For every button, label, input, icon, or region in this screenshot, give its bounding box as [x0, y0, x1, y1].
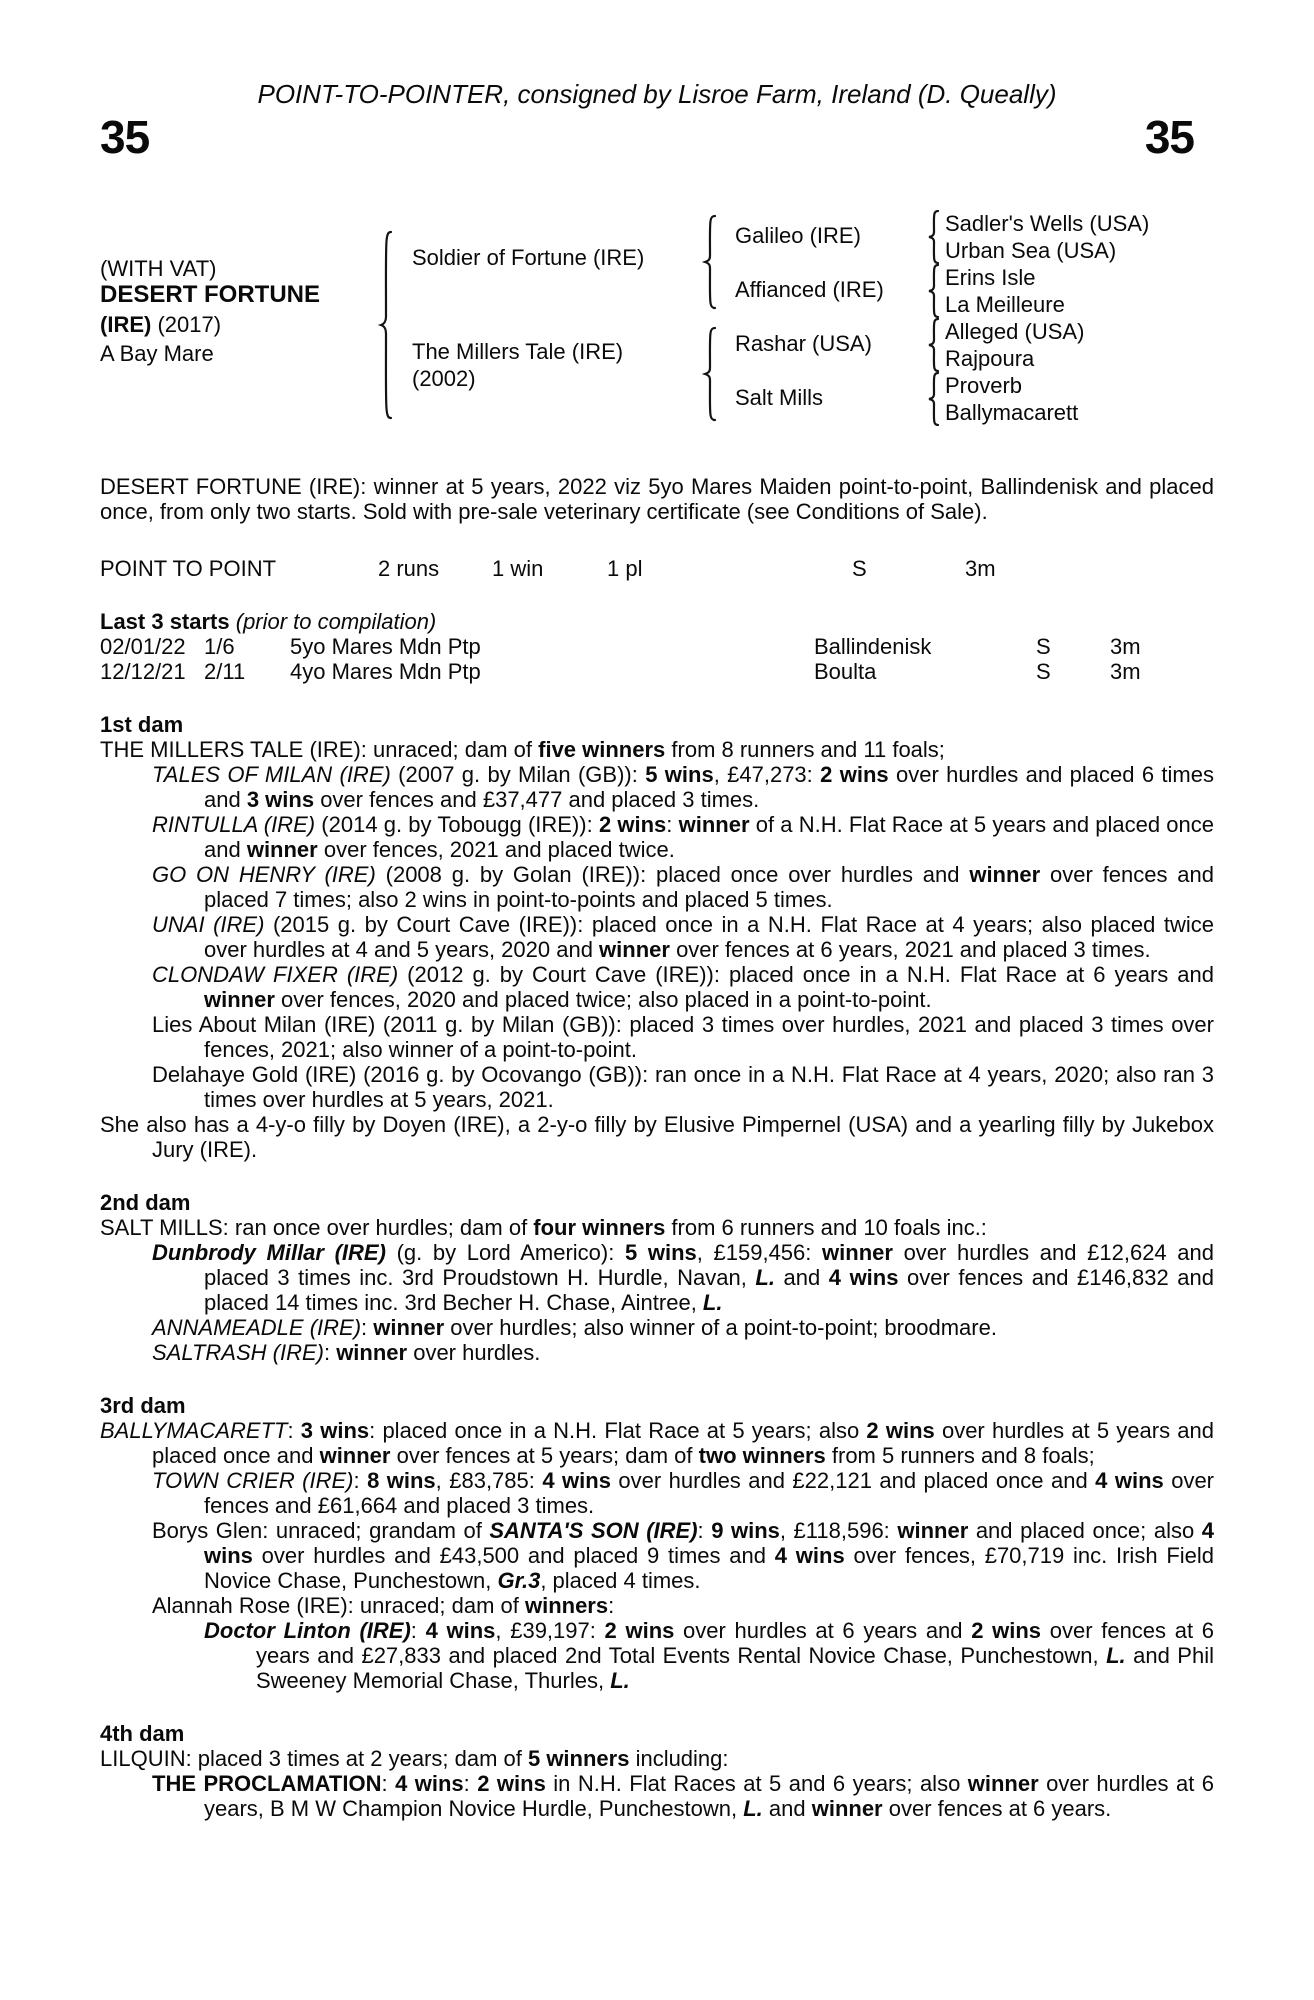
subject-name: DESERT FORTUNE — [100, 281, 321, 308]
lot-number-right: 35 — [1144, 111, 1194, 163]
start-date: 12/12/21 — [100, 659, 186, 684]
grandsire-sire-side: Galileo (IRE) — [735, 223, 861, 248]
pedigree-brace-dam — [702, 326, 718, 422]
dam-section-heading: 4th dam — [100, 1721, 185, 1746]
record-distance: 3m — [965, 556, 996, 581]
last-3-starts — [100, 609, 1214, 684]
great-grandparent-name: Alleged (USA) — [945, 319, 1085, 344]
pedigree-paragraph: TALES OF MILAN (IRE) (2007 g. by Milan (GB)): 5 wins, £47,273: 2 wins over hurdles and placed 6 times and 3 wins over fences and £37,477 and placed 3 times. — [152, 762, 1214, 812]
dam-year: (2002) — [412, 366, 476, 391]
lot-number-left: 35 — [100, 111, 150, 163]
great-grandparent-name: Proverb — [945, 373, 1023, 398]
pedigree-paragraph: Alannah Rose (IRE): unraced; dam of winners: — [152, 1593, 615, 1618]
pedigree-paragraph: Lies About Milan (IRE) (2011 g. by Milan (GB)): placed 3 times over hurdles, 2021 and placed 3 times over fences, 2021; also winner of a point-to-point. — [152, 1012, 1214, 1062]
pedigree-paragraph: UNAI (IRE) (2015 g. by Court Cave (IRE)): placed once in a N.H. Flat Race at 4 years; also placed twice over hurdles at 4 and 5 years, 2020 and winner over fences at 6 years, 2021 and placed 3 times. — [152, 912, 1214, 962]
dam-section — [100, 1393, 1214, 1693]
pedigree-brace-gg2 — [925, 264, 941, 318]
sire-name: Soldier of Fortune (IRE) — [412, 245, 645, 270]
subject-suffix: (IRE) (2017) — [100, 312, 222, 337]
pedigree-paragraph: SALTRASH (IRE): winner over hurdles. — [152, 1340, 541, 1365]
pedigree-paragraph: She also has a 4-y-o filly by Doyen (IRE), a 2-y-o filly by Elusive Pimpernel (USA) and a yearling filly by Jukebox Jury (IRE). — [100, 1112, 1214, 1162]
dam-section-heading: 3rd dam — [100, 1393, 186, 1418]
start-date: 02/01/22 — [100, 634, 186, 659]
start-race: 4yo Mares Mdn Ptp — [290, 659, 481, 684]
dam-section — [100, 1190, 1214, 1365]
granddam-dam-side: Salt Mills — [735, 385, 824, 410]
record-going: S — [852, 556, 867, 581]
pedigree-brace-gg1 — [925, 210, 941, 264]
pedigree-paragraph: BALLYMACARETT: 3 wins: placed once in a N.H. Flat Race at 5 years; also 2 wins over hurdles at 5 years and placed once and winner over fences at 5 years; dam of two winners from 5 runners and 8 foals; — [100, 1418, 1214, 1468]
pedigree-brace-gen1 — [378, 230, 394, 420]
start-position: 2/11 — [204, 659, 246, 684]
dam-section-heading: 1st dam — [100, 712, 184, 737]
pedigree-paragraph: THE MILLERS TALE (IRE): unraced; dam of five winners from 8 runners and 11 foals; — [100, 737, 945, 762]
race-description: DESERT FORTUNE (IRE): winner at 5 years, 2022 viz 5yo Mares Maiden point-to-point, Ballindenisk and placed once, from only two starts. Sold with pre-sale veterinary certificate (see Conditions of Sale). — [100, 474, 1214, 524]
pedigree-paragraph: SALT MILLS: ran once over hurdles; dam of four winners from 6 runners and 10 foals inc.: — [100, 1215, 987, 1240]
dam-section-paragraphs — [100, 737, 1214, 1162]
great-grandparent-name: La Meilleure — [945, 292, 1065, 317]
start-distance: 3m — [1110, 659, 1141, 684]
pedigree-paragraph: TOWN CRIER (IRE): 8 wins, £83,785: 4 wins over hurdles and £22,121 and placed once and 4 wins over fences and £61,664 and placed 3 times. — [152, 1468, 1215, 1518]
race-record-row — [100, 556, 1214, 581]
start-distance: 3m — [1110, 634, 1141, 659]
dam-section-heading: 2nd dam — [100, 1190, 191, 1215]
great-grandparent-name: Erins Isle — [945, 265, 1036, 290]
pedigree-brace-gg4 — [925, 372, 941, 426]
start-going: S — [1036, 634, 1051, 659]
pedigree-paragraph: Dunbrody Millar (IRE) (g. by Lord Americo): 5 wins, £159,456: winner over hurdles and £12,624 and placed 3 times inc. 3rd Proudstown H. Hurdle, Navan, L. and 4 wins over fences and £146,832 and placed 14 times inc. 3rd Becher H. Chase, Aintree, L. — [152, 1240, 1215, 1315]
pedigree-paragraph: Delahaye Gold (IRE) (2016 g. by Ocovango (GB)): ran once in a N.H. Flat Race at 4 years, 2020; also ran 3 times over hurdles at 5 years, 2021. — [152, 1062, 1214, 1112]
subject-colour: A Bay Mare — [100, 341, 214, 366]
consignor-line: POINT-TO-POINTER, consigned by Lisroe Farm, Ireland (D. Queally) — [257, 79, 1057, 109]
great-grandparents-column — [945, 210, 1149, 426]
pedigree-tree — [100, 208, 1214, 448]
start-row — [100, 634, 1214, 659]
record-wins: 1 win — [492, 556, 544, 581]
record-runs: 2 runs — [378, 556, 440, 581]
great-grandparent-name: Rajpoura — [945, 346, 1035, 371]
record-category: POINT TO POINT — [100, 556, 277, 581]
pedigree-paragraph: GO ON HENRY (IRE) (2008 g. by Golan (IRE)): placed once over hurdles and winner over fences and placed 7 times; also 2 wins in point-to-points and placed 5 times. — [152, 862, 1215, 912]
record-places: 1 pl — [607, 556, 643, 581]
start-going: S — [1036, 659, 1051, 684]
vat-note: (WITH VAT) — [100, 256, 217, 281]
dam-section-paragraphs — [100, 1746, 1214, 1821]
start-race: 5yo Mares Mdn Ptp — [290, 634, 481, 659]
pedigree-brace-sire — [702, 214, 718, 310]
lot-row — [100, 112, 1214, 162]
dam-section — [100, 712, 1214, 1162]
last-3-starts-heading: Last 3 starts (prior to compilation) — [100, 609, 437, 634]
dam-name: The Millers Tale (IRE) — [412, 339, 624, 364]
pedigree-paragraph: Doctor Linton (IRE): 4 wins, £39,197: 2 wins over hurdles at 6 years and 2 wins over fences at 6 years and £27,833 and placed 2nd Total Events Rental Novice Chase, Punchestown, L. and Phil Sweeney Memorial Chase, Thurles, L. — [204, 1618, 1214, 1693]
great-grandparent-name: Urban Sea (USA) — [945, 238, 1117, 263]
pedigree-paragraph: THE PROCLAMATION: 4 wins: 2 wins in N.H. Flat Races at 5 and 6 years; also winner over hurdles at 6 years, B M W Champion Novice Hurdle, Punchestown, L. and winner over fences at 6 years. — [152, 1771, 1215, 1821]
dam-sections — [100, 712, 1214, 1821]
dam-section — [100, 1721, 1214, 1821]
dam-section-paragraphs — [100, 1418, 1214, 1693]
great-grandparent-name: Ballymacarett — [945, 400, 1079, 425]
pedigree-paragraph: Borys Glen: unraced; grandam of SANTA'S SON (IRE): 9 wins, £118,596: winner and placed once; also 4 wins over hurdles and £43,500 and placed 9 times and 4 wins over fences, £70,719 inc. Irish Field Novice Chase, Punchestown, Gr.3, placed 4 times. — [152, 1518, 1215, 1593]
pedigree-paragraph: LILQUIN: placed 3 times at 2 years; dam of 5 winners including: — [100, 1746, 729, 1771]
pedigree-paragraph: ANNAMEADLE (IRE): winner over hurdles; also winner of a point-to-point; broodmare. — [152, 1315, 997, 1340]
start-position: 1/6 — [204, 634, 235, 659]
start-course: Ballindenisk — [814, 634, 932, 659]
pedigree-brace-gg3 — [925, 318, 941, 372]
dam-section-paragraphs — [100, 1215, 1214, 1365]
grandsire-dam-side: Rashar (USA) — [735, 331, 872, 356]
granddam-sire-side: Affianced (IRE) — [735, 277, 884, 302]
start-row — [100, 659, 1214, 684]
pedigree-paragraph: RINTULLA (IRE) (2014 g. by Tobougg (IRE)): 2 wins: winner of a N.H. Flat Race at 5 years and placed once and winner over fences, 2021 and placed twice. — [152, 812, 1214, 862]
great-grandparent-name: Sadler's Wells (USA) — [945, 211, 1150, 236]
last-3-starts-rows — [100, 634, 1214, 684]
start-course: Boulta — [814, 659, 877, 684]
pedigree-paragraph: CLONDAW FIXER (IRE) (2012 g. by Court Cave (IRE)): placed once in a N.H. Flat Race at 6 years and winner over fences, 2020 and placed twice; also placed in a point-to-point. — [152, 962, 1214, 1012]
